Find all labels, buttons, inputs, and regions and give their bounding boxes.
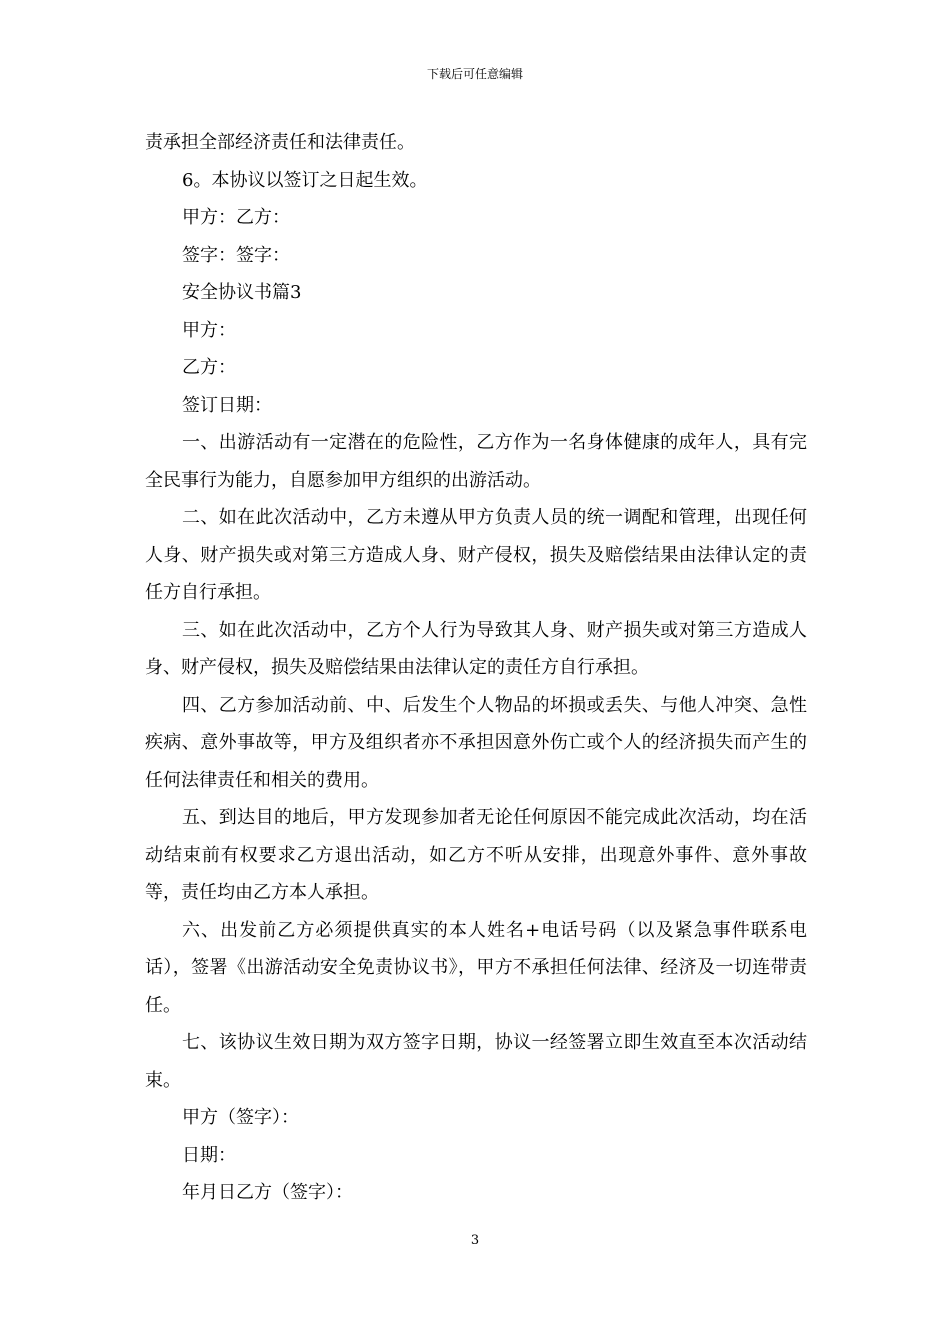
party-labels: 甲方：乙方： bbox=[182, 207, 290, 228]
signature-labels: 签字：签字： bbox=[182, 244, 290, 266]
party-a-signature-label: 甲方（签字）： bbox=[182, 1107, 299, 1128]
clause-5: 五、到达目的地后，甲方发现参加者无论任何原因不能完成此次活动，均在活动结束前有权要求乙方退出活动，如乙方不听从安排，出现意外事件、意外事故等，责任均由乙方本人承担。 bbox=[145, 807, 807, 903]
page-header-note: 下载后可任意编辑 bbox=[426, 67, 523, 81]
party-b-label: 乙方： bbox=[182, 357, 236, 378]
paragraph-effective-clause: 6。本协议以签订之日起生效。 bbox=[182, 169, 428, 191]
clause-6: 六、出发前乙方必须提供真实的本人姓名+电话号码（以及紧急事件联系电话），签署《出游活动安全免责协议书》，甲方不承担任何法律、经济及一切连带责任。 bbox=[145, 919, 807, 1016]
clause-4: 四、乙方参加活动前、中、后发生个人物品的坏损或丢失、与他人冲突、急性疾病、意外事故等，甲方及组织者亦不承担因意外伤亡或个人的经济损失而产生的任何法律责任和相关的费用。 bbox=[145, 694, 807, 791]
signing-date-label: 签订日期： bbox=[182, 394, 272, 416]
section-title: 安全协议书篇3 bbox=[182, 282, 302, 303]
document-body bbox=[145, 124, 807, 1212]
date-label: 日期： bbox=[182, 1144, 236, 1166]
clause-2: 二、如在此次活动中，乙方未遵从甲方负责人员的统一调配和管理，出现任何人身、财产损失或对第三方造成人身、财产侵权，损失及赔偿结果由法律认定的责任方自行承担。 bbox=[145, 507, 807, 603]
clause-3: 三、如在此次活动中，乙方个人行为导致其人身、财产损失或对第三方造成人身、财产侵权，损失及赔偿结果由法律认定的责任方自行承担。 bbox=[145, 619, 807, 678]
paragraph-continuation: 责承担全部经济责任和法律责任。 bbox=[145, 132, 415, 153]
party-b-signature-label: 年月日乙方（签字）： bbox=[182, 1182, 353, 1203]
clause-7: 七、该协议生效日期为双方签字日期，协议一经签署立即生效直至本次活动结束。 bbox=[145, 1032, 807, 1091]
page-number: 3 bbox=[470, 1233, 480, 1248]
clause-1: 一、出游活动有一定潜在的危险性，乙方作为一名身体健康的成年人，具有完全民事行为能力，自愿参加甲方组织的出游活动。 bbox=[145, 432, 807, 491]
party-a-label: 甲方： bbox=[182, 319, 236, 341]
